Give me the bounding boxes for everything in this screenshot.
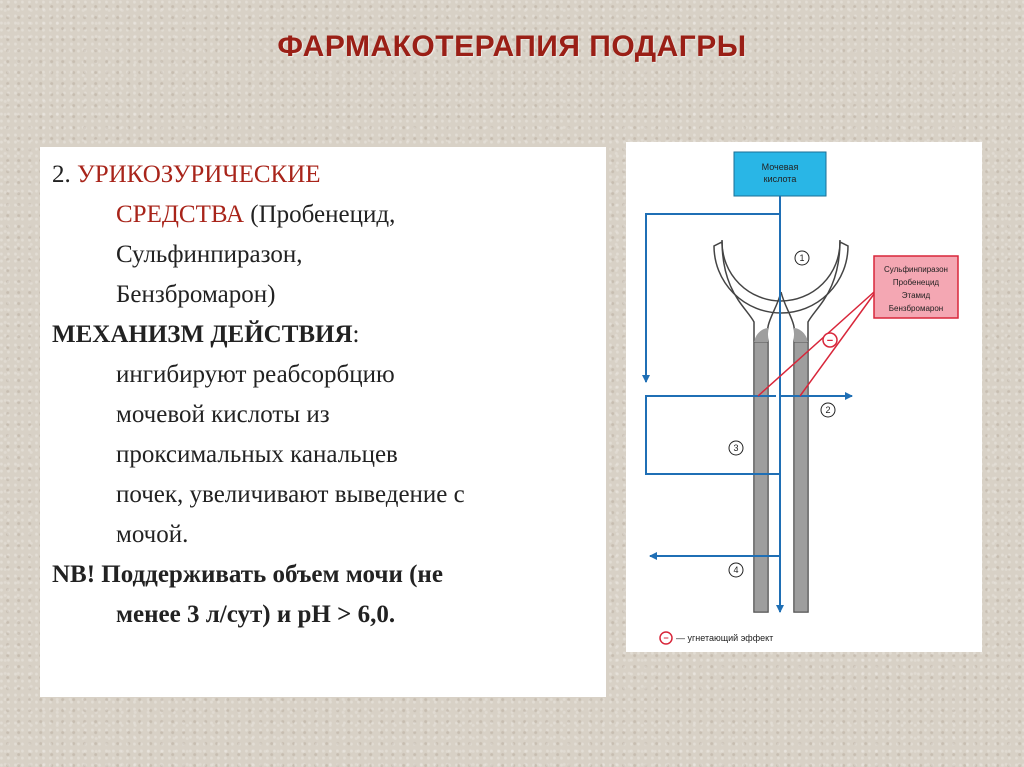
drug-class-heading: УРИКОЗУРИЧЕСКИЕ bbox=[77, 161, 321, 188]
nb-line-2: менее 3 л/сут) и pH > 6,0. bbox=[116, 601, 396, 628]
text-panel bbox=[40, 147, 606, 697]
drug-name-2: Сульфинпиразон, bbox=[116, 241, 303, 268]
mechanism-line-2: мочевой кислоты из bbox=[116, 401, 330, 428]
uric-acid-label-1: Мочевая bbox=[761, 162, 799, 172]
item-number: 2. bbox=[52, 161, 77, 188]
mechanism-line-3: проксимальных канальцев bbox=[116, 441, 398, 468]
legend-inhibit-symbol: − bbox=[663, 633, 669, 643]
drug-name-1: (Пробенецид, bbox=[244, 201, 396, 228]
drug-name-3: Бензбромарон) bbox=[116, 281, 276, 308]
drug-box-label-4: Бензбромарон bbox=[888, 304, 944, 313]
nb-line-1: NB! Поддерживать объем мочи (не bbox=[52, 561, 443, 588]
step-3: 3 bbox=[733, 443, 739, 453]
inhibit-symbol: − bbox=[826, 335, 834, 347]
drug-class-line bbox=[52, 155, 594, 195]
step-1: 1 bbox=[799, 253, 805, 263]
mechanism-heading bbox=[52, 315, 594, 355]
drug-box-label-3: Этамид bbox=[901, 291, 931, 300]
drug-class-heading-2: СРЕДСТВА bbox=[116, 201, 245, 228]
step-4: 4 bbox=[733, 565, 739, 575]
mechanism-line-5: мочой. bbox=[116, 521, 189, 548]
slide-title: ФАРМАКОТЕРАПИЯ ПОДАГРЫ bbox=[277, 30, 747, 63]
drug-box-label-1: Сульфинпиразон bbox=[884, 265, 948, 274]
step-2: 2 bbox=[825, 405, 831, 415]
drug-box-label-2: Пробенецид bbox=[892, 278, 940, 287]
mechanism-diagram bbox=[626, 142, 982, 652]
legend-text: — угнетающий эффект bbox=[676, 633, 774, 643]
diagram-svg bbox=[626, 142, 982, 652]
mechanism-line-1: ингибируют реабсорбцию bbox=[116, 361, 395, 388]
mechanism-colon: : bbox=[352, 321, 360, 348]
uric-acid-flow bbox=[646, 196, 852, 612]
mechanism-label: МЕХАНИЗМ ДЕЙСТВИЯ bbox=[52, 321, 353, 348]
uric-acid-label-2: кислота bbox=[763, 174, 797, 184]
mechanism-line-4: почек, увеличивают выведение с bbox=[116, 481, 465, 508]
drug-class-line-2 bbox=[52, 195, 594, 235]
